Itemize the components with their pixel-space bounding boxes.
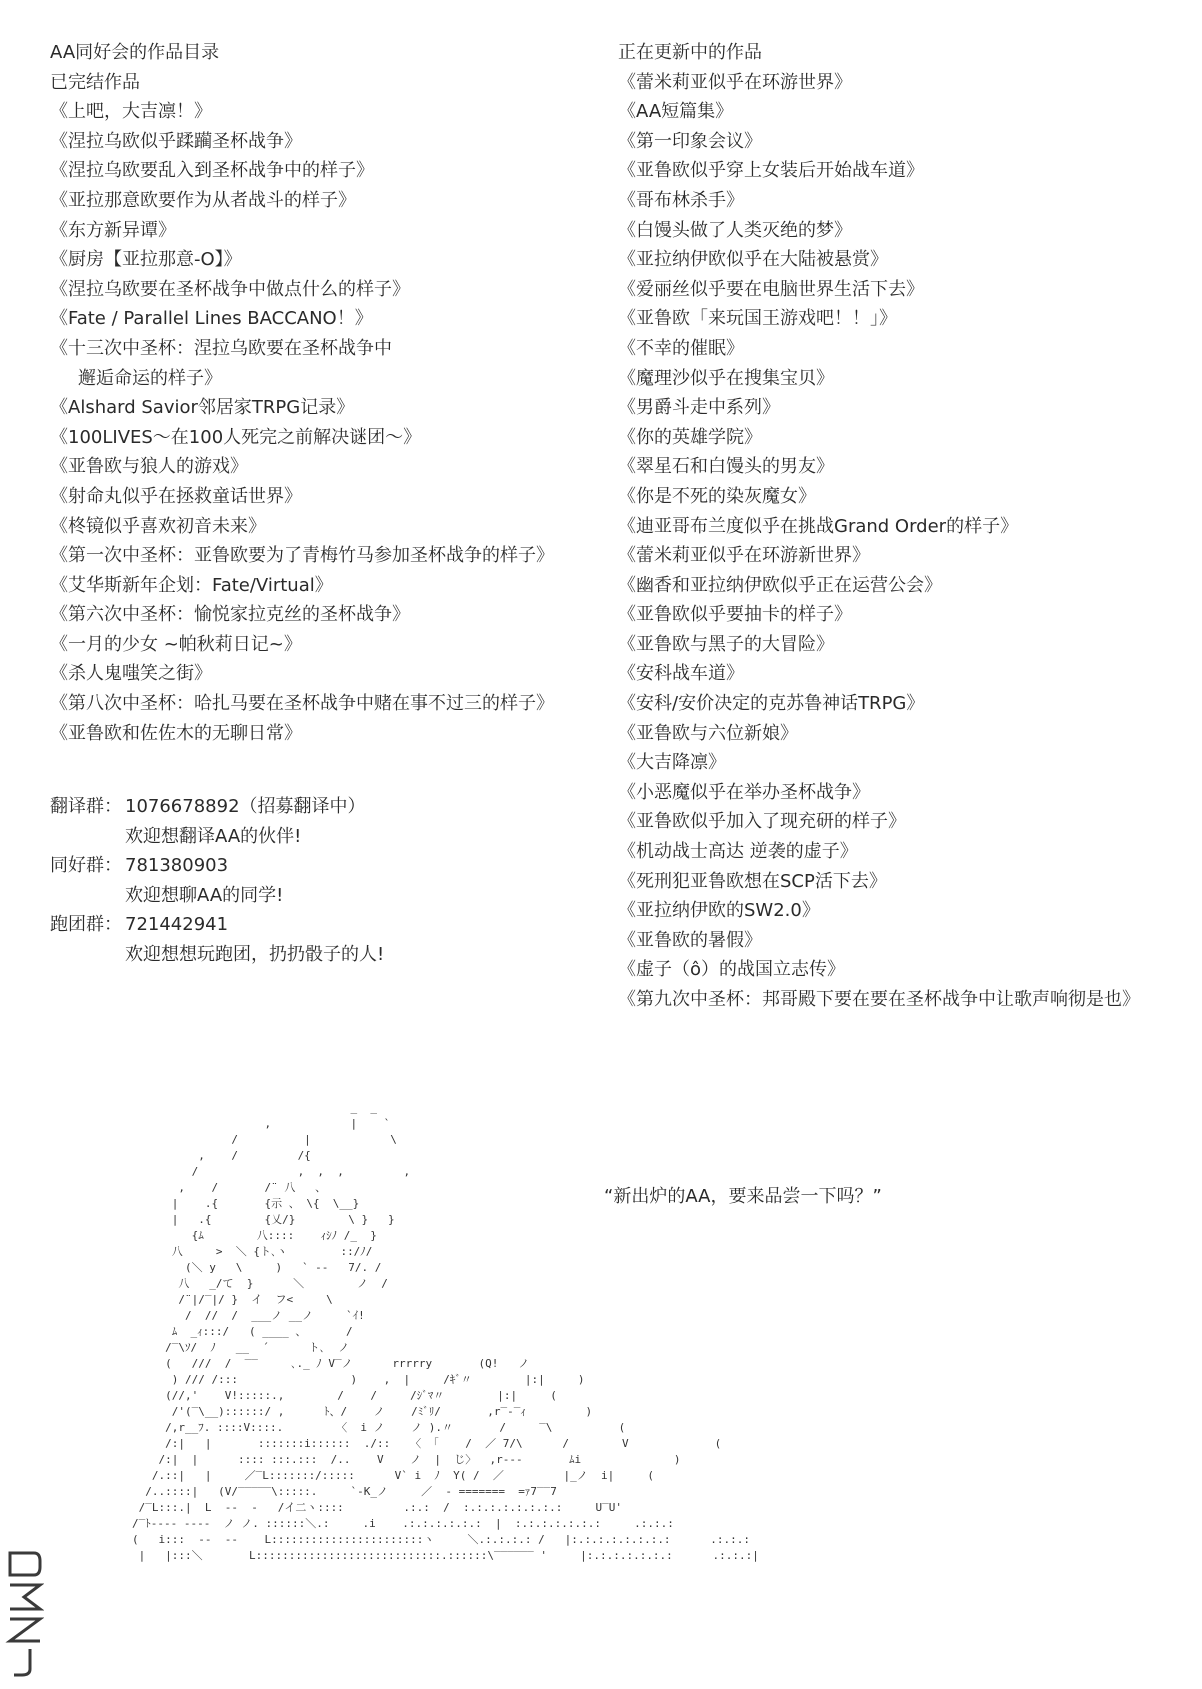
- work-title: 《机动战士高达 逆袭的虚子》: [618, 841, 858, 863]
- work-title: 《安科/安价决定的克苏鲁神话TRPG》: [618, 693, 925, 715]
- work-title: 《蕾米莉亚似乎在环游新世界》: [618, 545, 870, 567]
- work-title: 《幽香和亚拉纳伊欧似乎正在运营公会》: [618, 574, 942, 596]
- work-title: 《亚鲁欧与黑子的大冒险》: [618, 633, 834, 655]
- group-contacts: [50, 792, 610, 970]
- translate-group-note: 欢迎想翻译AA的伙伴!: [125, 825, 302, 847]
- work-title: 《你是不死的染灰魔女》: [618, 485, 816, 507]
- work-title: 《亚鲁欧与六位新娘》: [618, 722, 798, 744]
- work-title: 《蕾米莉亚似乎在环游世界》: [618, 71, 852, 93]
- work-title: 《第九次中圣杯：邦哥殿下要在要在圣杯战争中让歌声响彻是也》: [618, 989, 1140, 1010]
- work-title: 《第八次中圣杯：哈扎马要在圣杯战争中赌在事不过三的样子》: [50, 693, 554, 715]
- work-title: 《第一次中圣杯：亚鲁欧要为了青梅竹马参加圣杯战争的样子》: [50, 545, 554, 567]
- work-title: 《第一印象会议》: [618, 130, 762, 152]
- work-title: 《亚拉纳伊欧似乎在大陆被悬赏》: [618, 249, 888, 271]
- work-title: 《涅拉乌欧要乱入到圣杯战争中的样子》: [50, 160, 374, 182]
- ongoing-works-column: [618, 38, 1178, 1015]
- work-title: 《Alshard Savior邻居家TRPG记录》: [50, 397, 355, 419]
- work-title: 《AA短篇集》: [618, 101, 734, 123]
- dmzj-watermark-logo: [4, 1545, 44, 1685]
- work-title: 《亚鲁欧似乎穿上女装后开始战车道》: [618, 160, 924, 182]
- translate-group-number: 1076678892（招募翻译中）: [125, 796, 366, 817]
- work-title: 《上吧，大吉凛！》: [50, 101, 212, 123]
- completed-heading: 已完结作品: [50, 71, 140, 93]
- work-title: 《大吉降凛》: [618, 752, 726, 774]
- work-title: 《涅拉乌欧要在圣杯战争中做点什么的样子》: [50, 278, 410, 300]
- translate-group-label: 翻译群：: [50, 796, 122, 817]
- run-group-label: 跑团群：: [50, 914, 122, 936]
- work-title: 《白馒头做了人类灭绝的梦》: [618, 219, 852, 241]
- work-title: 《十三次中圣杯：涅拉乌欧要在圣杯战争中: [50, 337, 392, 359]
- work-title: 《柊镜似乎喜欢初音未来》: [50, 515, 266, 537]
- work-title: 《安科战车道》: [618, 663, 744, 685]
- completed-works-column: [50, 38, 610, 748]
- work-title: 《亚鲁欧与狼人的游戏》: [50, 456, 248, 478]
- work-title: 《艾华斯新年企划：Fate/Virtual》: [50, 574, 333, 596]
- work-title: 《亚鲁欧似乎加入了现充研的样子》: [618, 811, 906, 833]
- ascii-art-text: _ _ , | ` / | \ , / /{ / , , , , , / /¨ 八 、 | .{ {示 、 \{ \__} | .{ {乂/} \ } } {ﾑ 八:::: ｨｼﾉ /_ } 八 > ＼ {ト､ヽ ::/ﾉ/ (＼ y \ ) ` -- 7/. / 八 _/て } ＼ ノ / /¨|/‾|/ } イ フ< \ / // / ___ノ __ノ `ｲ! ﾑ _ｨ:::/ ( ____ 、 / /‾\ｿ/ ﾉ __ ´ ト､ ノ ( /// / ‾‾ ､._ ﾉ V‾ノ rrrrry (Q! ノ ) /// /::: ) , | /ｷﾞ〃 |:| ) (//,' V!:::::., / / /ｼﾞﾏ〃 |:| ( /'(‾\__)::::::/ , ﾄ、/ ノ /ﾐﾞﾘ/ ,r‾‐‾ｨ ) /,r__ﾌ. ::::V::::. 〈 i ノ ノ ).〃 / ‾\ ( /:| | :::::::i:::::: ./:: 〈 「 / ／ 7/\ / V ( /:| | :::: :::.::: /.. V ノ | じ〉 ,r‐‐‐ ﾑi ) /.::| | ／‾L:::::::/::::: V` i ﾉ Y( / ／ |_ノ i| ( /..::::| (V/‾‾‾‾‾\:::::. `-K_ノ ／ ‐ ======= =ｧ7‾‾7 /‾L:::.| L ‐‐ ‐ /イ二ヽ:::: .:.: / :.:.:.:.:.:.:.: U‾U' /‾ﾄ‐‐‐‐ ‐‐‐‐ ノ ノ. ::::::＼.: .i .:.:.:.:.:.: | :.:.:.:.:.:.: .:.:.: ( i::: ‐‐ ‐‐ L:::::::::::::::::::::::ヽ ＼.:.:.:.: / |:.:.:.:.:.:.:.: .:.:.: | |:::＼ L::::::::::::::::::::::::::::.::::::\‾‾‾‾‾‾ ' |:.:.:.:.:.:.: .:.:.:|: [132, 1101, 759, 1562]
- ascii-art-illustration: [132, 1100, 792, 1620]
- watermark-icon: [4, 1545, 44, 1685]
- work-title: 《不幸的催眠》: [618, 337, 744, 359]
- work-title: 《虚子（ô）的战国立志传》: [618, 959, 846, 981]
- work-title: 《男爵斗走中系列》: [618, 397, 780, 419]
- work-title: 《你的英雄学院》: [618, 426, 762, 448]
- work-title: 《迪亚哥布兰度似乎在挑战Grand Order的样子》: [618, 515, 1019, 537]
- work-title: 《射命丸似乎在拯救童话世界》: [50, 485, 302, 507]
- work-title: 《亚鲁欧「来玩国王游戏吧！！」》: [618, 308, 897, 330]
- work-title: 《涅拉乌欧似乎蹂躏圣杯战争》: [50, 130, 302, 152]
- work-title: 《杀人鬼嗤笑之街》: [50, 663, 212, 685]
- work-title: 《亚鲁欧和佐佐木的无聊日常》: [50, 722, 302, 744]
- work-title: 《厨房【亚拉那意-O】》: [50, 249, 242, 271]
- work-title: 《小恶魔似乎在举办圣杯战争》: [618, 781, 870, 803]
- work-title: 《翠星石和白馒头的男友》: [618, 456, 834, 478]
- work-title: 《一月的少女 ~帕秋莉日记~》: [50, 633, 302, 655]
- work-title-continued: 邂逅命运的样子》: [78, 367, 222, 389]
- work-title: 《第六次中圣杯：愉悦家拉克丝的圣杯战争》: [50, 604, 410, 626]
- work-title: 《爱丽丝似乎要在电脑世界生活下去》: [618, 278, 924, 300]
- work-title: 《Fate / Parallel Lines BACCANO！》: [50, 308, 373, 330]
- run-group-note: 欢迎想想玩跑团，扔扔骰子的人!: [125, 943, 385, 965]
- work-title: 《亚鲁欧似乎要抽卡的样子》: [618, 604, 852, 626]
- fan-group-note: 欢迎想聊AA的同学!: [125, 884, 284, 906]
- work-title: 《魔理沙似乎在搜集宝贝》: [618, 367, 834, 389]
- fan-group-number: 781380903: [125, 855, 229, 877]
- work-title: 《死刑犯亚鲁欧想在SCP活下去》: [618, 870, 887, 892]
- work-title: 《亚拉那意欧要作为从者战斗的样子》: [50, 189, 356, 211]
- fan-group-label: 同好群：: [50, 855, 122, 877]
- catalog-title: AA同好会的作品目录: [50, 42, 220, 63]
- ongoing-heading: 正在更新中的作品: [618, 42, 762, 63]
- work-title: 《100LIVES～在100人死完之前解决谜团～》: [50, 426, 422, 448]
- run-group-number: 721442941: [125, 914, 229, 936]
- work-title: 《亚拉纳伊欧的SW2.0》: [618, 900, 820, 922]
- work-title: 《哥布林杀手》: [618, 189, 744, 211]
- work-title: 《亚鲁欧的暑假》: [618, 929, 762, 951]
- work-title: 《东方新异谭》: [50, 219, 176, 241]
- speech-quote: “新出炉的AA，要来品尝一下吗？”: [604, 1186, 882, 1207]
